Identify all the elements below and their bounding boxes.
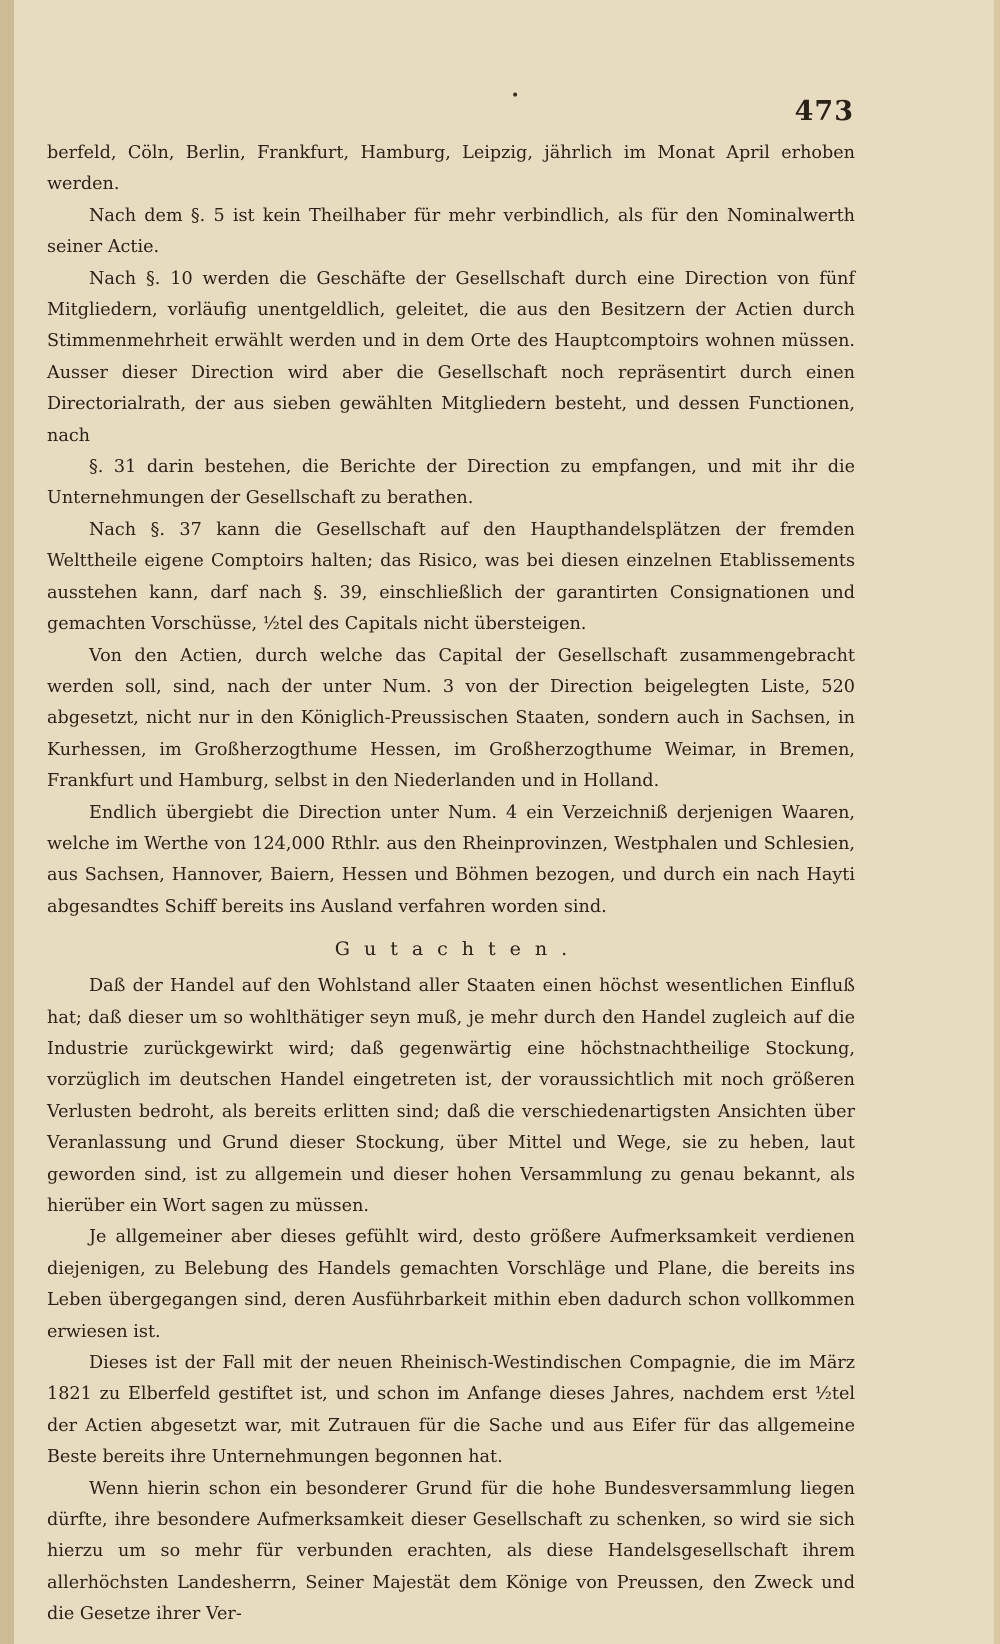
page-edge xyxy=(994,0,1000,1644)
paragraph: Von den Actien, durch welche das Capital der Gesellschaft zusammengebracht werden soll, sind, nach der unter Num. 3 von der Direction beigelegten Liste, 520 abgesetzt, nicht nur in den Königlich-Preussischen Staaten, sondern auch in Sachsen, in Kurhessen, im Großherzogthume Hessen, im Großherzogthume Weimar, in Bremen, Frankfurt und Hamburg, selbst in den Niederlanden und in Holland. xyxy=(47,645,855,792)
paragraph: §. 31 darin bestehen, die Berichte der Direction zu empfangen, und mit ihr die Unternehmungen der Gesellschaft zu berathen. xyxy=(47,457,855,509)
paragraph: Nach §. 37 kann die Gesellschaft auf den Haupthandelsplätzen der fremden Welttheile eigene Comptoirs halten; das Risico, was bei diesen einzelnen Etablissements ausstehen kann, darf nach §. 39, einschließlich der garantirten Consignationen und gemachten Vorschüsse, ½tel des Capitals nicht übersteigen. xyxy=(47,519,855,635)
page-ornament: • xyxy=(511,88,520,104)
page-number: 473 xyxy=(794,96,854,127)
paragraph: Endlich übergiebt die Direction unter Num. 4 ein Verzeichniß derjenigen Waaren, welche im Werthe von 124,000 Rthlr. aus den Rheinprovinzen, Westphalen und Schlesien, aus Sachsen, Hannover, Baiern, Hessen und Böhmen bezogen, und durch ein nach Hayti abgesandtes Schiff bereits ins Ausland verfahren worden sind. xyxy=(47,802,855,917)
body-text xyxy=(47,138,855,1631)
binding-gutter xyxy=(0,0,14,1644)
paragraph: berfeld, Cöln, Berlin, Frankfurt, Hamburg, Leipzig, jährlich im Monat April erhoben werden. xyxy=(47,143,855,195)
paragraph: Dieses ist der Fall mit der neuen Rheinisch-Westindischen Compagnie, die im März 1821 zu Elberfeld gestiftet ist, und schon im Anfange dieses Jahres, nachdem erst ½tel der Actien abgesetzt war, mit Zutrauen für die Sache und aus Eifer für das allgemeine Beste bereits ihre Unternehmungen begonnen hat. xyxy=(47,1353,855,1468)
paragraph: Daß der Handel auf den Wohlstand aller Staaten einen höchst wesentlichen Einfluß hat; daß dieser um so wohlthätiger seyn muß, je mehr durch den Handel zugleich auf die Industrie zurückgewirkt wird; daß gegenwärtig eine höchstnachtheilige Stockung, vorzüglich im deutschen Handel eingetreten ist, der voraussichtlich mit noch größeren Verlusten bedroht, als bereits erlitten sind; daß die verschiedenartigsten Ansichten über Veranlassung und Grund dieser Stockung, über Mittel und Wege, sie zu heben, laut geworden sind, ist zu allgemein und dieser hohen Versammlung zu genau bekannt, als hierüber ein Wort sagen zu müssen. xyxy=(47,976,855,1216)
section-heading: Gutachten. xyxy=(334,938,582,961)
paragraph: Nach §. 10 werden die Geschäfte der Gesellschaft durch eine Direction von fünf Mitgliedern, vorläufig unentgeldlich, geleitet, die aus den Besitzern der Actien durch Stimmenmehrheit erwählt werden und in dem Orte des Hauptcomptoirs wohnen müssen. Ausser dieser Direction wird aber die Gesellschaft noch repräsentirt durch einen Directorialrath, der aus sieben gewählten Mitgliedern besteht, und dessen Functionen, nach xyxy=(47,268,855,446)
paragraph: Nach dem §. 5 ist kein Theilhaber für mehr verbindlich, als für den Nominalwerth seiner Actie. xyxy=(47,205,855,258)
paragraph: Je allgemeiner aber dieses gefühlt wird, desto größere Aufmerksamkeit verdienen diejenigen, zu Belebung des Handels gemachten Vorschläge und Plane, die bereits ins Leben übergegangen sind, deren Ausführbarkeit mithin eben dadurch schon vollkommen erwiesen ist. xyxy=(47,1227,855,1342)
paragraph: Wenn hierin schon ein besonderer Grund für die hohe Bundesversammlung liegen dürfte, ihre besondere Aufmerksamkeit dieser Gesellschaft zu schenken, so wird sie sich hierzu um so mehr für verbunden erachten, als diese Handelsgesellschaft ihrem allerhöchsten Landesherrn, Seiner Majestät dem Könige von Preussen, den Zweck und die Gesetze ihrer Ver- xyxy=(47,1478,855,1625)
